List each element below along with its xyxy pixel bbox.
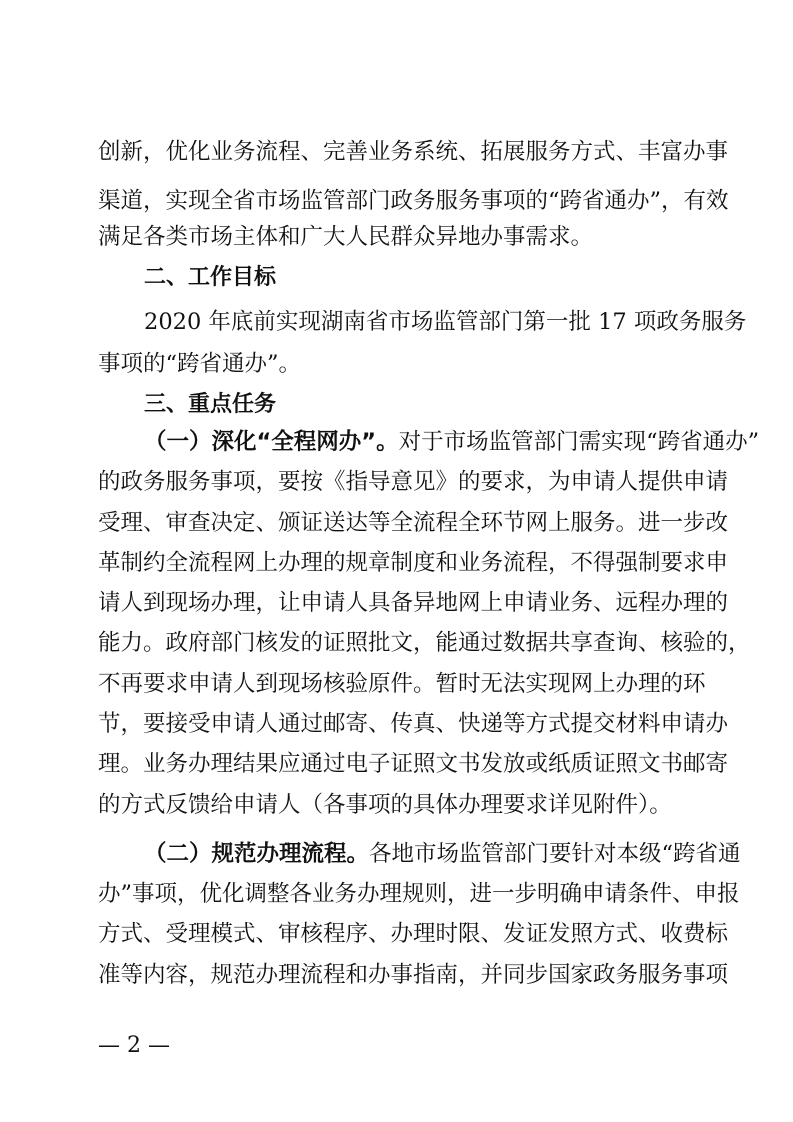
paragraph-line: 准等内容，规范办理流程和办事指南，并同步国家政务服务事项 xyxy=(98,962,729,988)
paragraph-line: 创新，优化业务流程、完善业务系统、拓展服务方式、丰富办事 xyxy=(98,139,729,165)
page-number: — 2 — xyxy=(98,1033,170,1058)
section-heading: 三、重点任务 xyxy=(144,392,277,417)
task-title: （二）规范办理流程。 xyxy=(144,841,370,867)
paragraph-line: 满足各类市场主体和广大人民群众异地办事需求。 xyxy=(98,224,594,250)
paragraph-line: 受理、审查决定、颁证送达等全流程全环节网上服务。进一步改 xyxy=(98,510,729,536)
paragraph-line: 办”事项，优化调整各业务办理规则，进一步明确申请条件、申报 xyxy=(98,881,740,907)
paragraph-line: 渠道，实现全省市场监管部门政务服务事项的“跨省通办”，有效 xyxy=(98,188,729,214)
paragraph-line: 能力。政府部门核发的证照批文，能通过数据共享查询、核验的， xyxy=(98,630,751,656)
paragraph-line: 请人到现场办理，让申请人具备异地网上申请业务、远程办理的 xyxy=(98,590,729,616)
paragraph-line: 理。业务办理结果应通过电子证照文书发放或纸质证照文书邮寄 xyxy=(98,751,729,777)
task-text: 对于市场监管部门需实现“跨省通办” xyxy=(398,429,760,455)
paragraph-line: 的政务服务事项，要按《指导意见》的要求，为申请人提供申请 xyxy=(98,469,729,495)
task-first-line xyxy=(144,426,760,458)
section-heading: 二、工作目标 xyxy=(144,265,277,290)
paragraph-line: 节，要接受申请人通过邮寄、传真、快递等方式提交材料申请办 xyxy=(98,711,729,737)
paragraph-line: 革制约全流程网上办理的规章制度和业务流程，不得强制要求申 xyxy=(98,550,729,576)
task-first-line xyxy=(144,838,741,870)
paragraph-line: 不再要求申请人到现场核验原件。暂时无法实现网上办理的环 xyxy=(98,671,706,697)
paragraph-line: 2020 年底前实现湖南省市场监管部门第一批 17 项政务服务 xyxy=(144,309,747,335)
paragraph-line: 方式、受理模式、审核程序、办理时限、发证发照方式、收费标 xyxy=(98,921,729,947)
task-text: 各地市场监管部门要针对本级“跨省通 xyxy=(369,841,741,867)
task-title: （一）深化“全程网办”。 xyxy=(144,429,399,455)
paragraph-line: 的方式反馈给申请人（各事项的具体办理要求详见附件）。 xyxy=(98,792,672,818)
paragraph-line: 事项的“跨省通办”。 xyxy=(98,351,302,377)
